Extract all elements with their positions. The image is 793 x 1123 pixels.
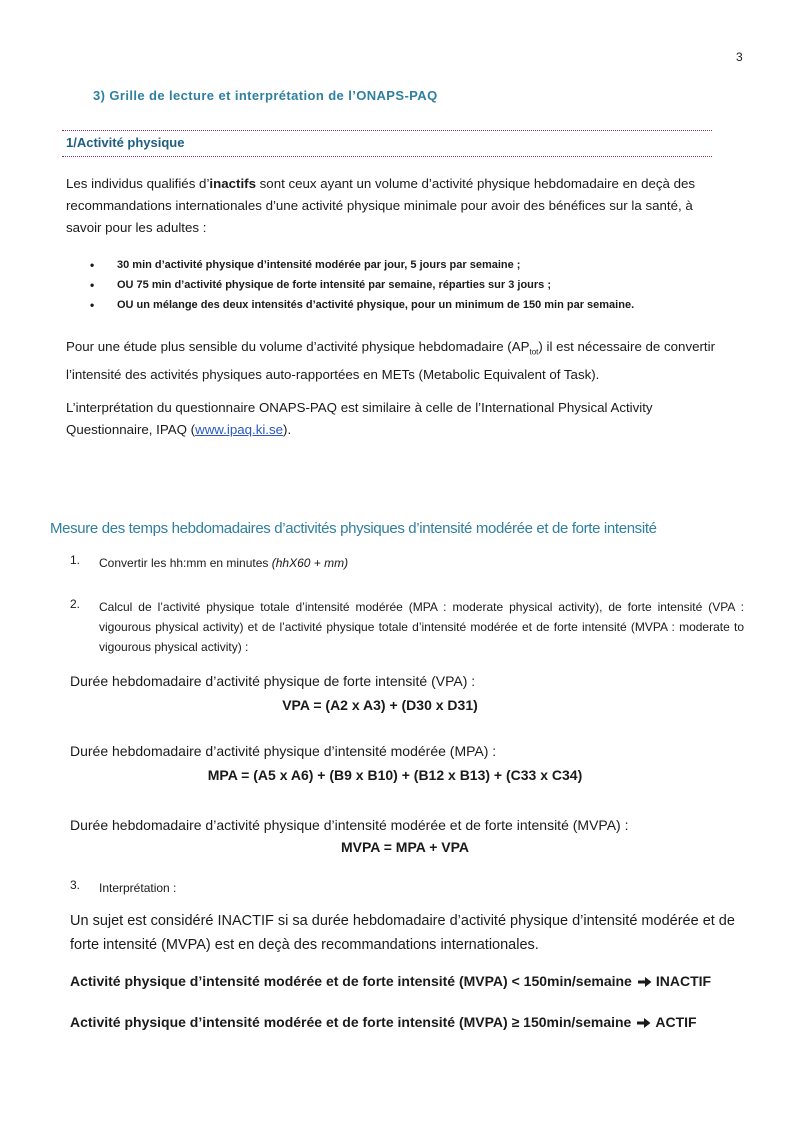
ipaq-link[interactable]: www.ipaq.ki.se [195, 422, 284, 437]
aptot-text-start: Pour une étude plus sensible du volume d’activité physique hebdomadaire (AP [66, 339, 530, 354]
ipaq-text-start: L’interprétation du questionnaire ONAPS-PAQ est similaire à celle de l’International Physical Activity Questionnaire, IPAQ ( [66, 400, 653, 437]
step-number: 3. [70, 878, 81, 892]
right-arrow-icon [637, 1014, 651, 1030]
vpa-label: Durée hebdomadaire d’activité physique de forte intensité (VPA) : [70, 673, 476, 689]
intro-text-end: sont ceux ayant un volume d’activité physique hebdomadaire en deçà des recommandations internationales d’une activité physique minimale pour avoir des bénéfices sur la santé, à savoir pour les adultes : [66, 176, 696, 235]
step-1-formula: (hhX60 + mm) [271, 556, 349, 570]
step-1-text: Convertir les hh:mm en minutes [99, 556, 272, 570]
intro-text-start: Les individus qualifiés d’ [66, 176, 210, 191]
inactive-rule [70, 973, 711, 989]
step-number: 1. [70, 553, 81, 567]
step-text [99, 553, 744, 573]
subsection-title: 1/Activité physique [66, 135, 185, 150]
list-item-text: 30 min d’activité physique d’intensité modérée par jour, 5 jours par semaine ; [117, 259, 521, 271]
list-item-text: OU 75 min d’activité physique de forte intensité par semaine, réparties sur 3 jours ; [117, 279, 552, 291]
list-item [90, 275, 730, 295]
step-2-text: Calcul de l’activité physique totale d’intensité modérée (MPA : moderate physical activity), de forte intensité (VPA : vigourous physical activity) et de l’activité physique totale d’intensité modérée et de forte intensité (MVPA : moderate to vigourous physical activity) : [99, 600, 744, 654]
interpretation-text: Un sujet est considéré INACTIF si sa durée hebdomadaire d’activité physique d’intensité modérée et de forte intensité (MVPA) est en deçà des recommandations internationales. [70, 913, 735, 953]
section-title: 3) Grille de lecture et interprétation de l’ONAPS-PAQ [93, 88, 438, 103]
bullet-icon: • [90, 258, 95, 272]
right-arrow-icon [638, 973, 652, 989]
page-number: 3 [736, 50, 743, 64]
step-3-text: Interprétation : [99, 881, 177, 895]
divider-top [62, 130, 712, 131]
intro-paragraph [66, 173, 726, 239]
list-item-text: OU un mélange des deux intensités d’activité physique, pour un minimum de 150 min par semaine. [117, 299, 635, 311]
mpa-formula: MPA = (A5 x A6) + (B9 x B10) + (B12 x B13) + (C33 x C34) [207, 767, 583, 783]
list-item [90, 255, 730, 275]
inactifs-term: inactifs [209, 176, 256, 191]
inactive-condition: Activité physique d’intensité modérée et de forte intensité (MVPA) < 150min/semaine [70, 973, 632, 989]
mpa-label: Durée hebdomadaire d’activité physique d’intensité modérée (MPA) : [70, 743, 497, 759]
ipaq-paragraph [66, 397, 726, 441]
active-result: ACTIF [655, 1014, 697, 1030]
step-number: 2. [70, 597, 81, 611]
list-item [90, 295, 730, 315]
divider-bottom [62, 156, 712, 157]
vpa-formula: VPA = (A2 x A3) + (D30 x D31) [282, 697, 478, 713]
recommendations-list [90, 255, 730, 315]
bullet-icon: • [90, 278, 95, 292]
active-condition: Activité physique d’intensité modérée et de forte intensité (MVPA) ≥ 150min/semaine [70, 1014, 632, 1030]
bullet-icon: • [90, 298, 95, 312]
mvpa-formula: MVPA = MPA + VPA [340, 839, 470, 855]
active-rule [70, 1014, 697, 1030]
inactive-result: INACTIF [655, 973, 712, 989]
aptot-text-end: ) il est nécessaire de convertir l’intensité des activités physiques auto-rapportées en METs (Metabolic Equivalent of Task). [66, 339, 716, 382]
aptot-paragraph [66, 336, 726, 386]
mvpa-label: Durée hebdomadaire d’activité physique d’intensité modérée et de forte intensité (MVPA) : [70, 817, 629, 833]
aptot-subscript: tot [529, 347, 539, 357]
measure-heading: Mesure des temps hebdomadaires d’activités physiques d’intensité modérée et de forte intensité [50, 520, 657, 537]
ipaq-text-end: ). [283, 422, 292, 437]
